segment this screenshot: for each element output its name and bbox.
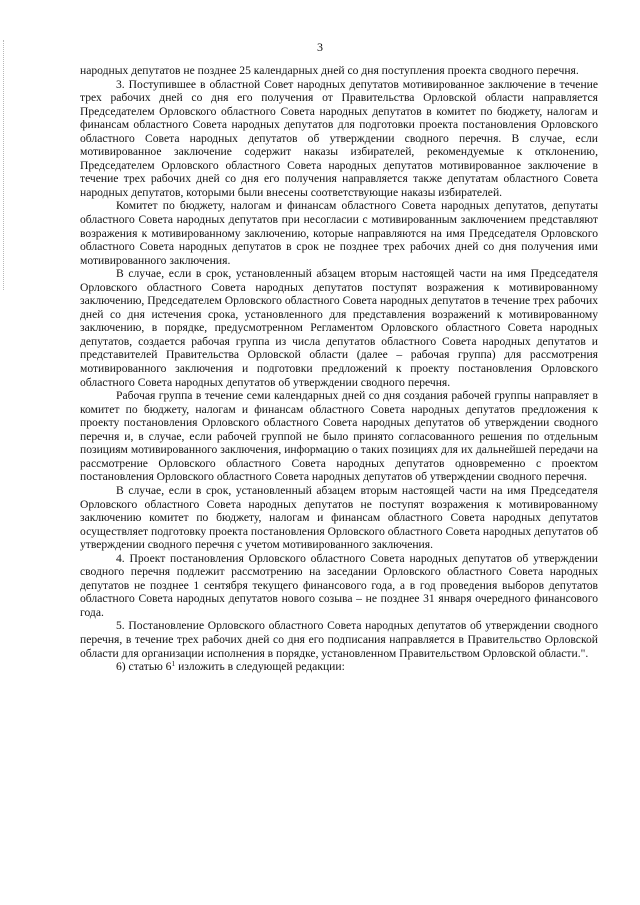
paragraph-item-4: 4. Проект постановления Орловского областного Совета народных депутатов об утверждении сводного перечня подлежит рассмотрению на заседании Орловского областного Совета народных депутатов не позднее 1 сентября текущего финансового года, а в год проведения выборов депутатов областного Совета народных депутатов нового созыва – не позднее 31 января очередного финансового года. (80, 551, 598, 619)
paragraph-committee-objections: Комитет по бюджету, налогам и финансам областного Совета народных депутатов, депутаты областного Совета народных депутатов при несогласии с мотивированным заключением представляют возражения к мотивированному заключению, которые направляются на имя Председателя Орловского областного Совета народных депутатов в срок не позднее трех рабочих дней со дня получения ими мотивированного заключения. (80, 199, 598, 267)
document-body (80, 64, 598, 674)
article-superscript: 1 (171, 659, 176, 669)
paragraph-item-3: 3. Поступившее в областной Совет народных депутатов мотивированное заключение в течение трех рабочих дней со дня его получения от Правительства Орловской области направляется Председателем Орловского областного Совета народных депутатов в комитет по бюджету, налогам и финансам областного Совета народных депутатов для подготовки проекта постановления Орловского областного Совета народных депутатов об утверждении сводного перечня. В случае, если мотивированное заключение содержит наказы избирателей, рекомендуемые к отклонению, Председателем Орловского областного Совета народных депутатов мотивированное заключение в течение трех рабочих дней со дня его получения направляется также депутатам областного Совета народных депутатов, которыми были внесены соответствующие наказы избирателей. (80, 77, 598, 199)
scan-edge-artifact (3, 40, 5, 290)
page-number: 3 (317, 40, 323, 54)
paragraph-no-objections: В случае, если в срок, установленный абзацем вторым настоящей части на имя Председателя Орловского областного Совета народных депутатов не поступят возражения к мотивированному заключению комитет по бюджету, налогам и финансам областного Совета народных депутатов осуществляет подготовку проекта постановления Орловского областного Совета народных депутатов об утверждении сводного перечня с учетом мотивированного заключения. (80, 483, 598, 552)
paragraph-item-5: 5. Постановление Орловского областного Совета народных депутатов об утверждении сводного перечня, в течение трех рабочих дней со дня его подписания направляется в Правительство Орловской области для организации исполнения в порядке, установленном Правительством Орловской области.". (80, 619, 598, 660)
paragraph-item-6 (80, 660, 598, 674)
paragraph-working-group-creation: В случае, если в срок, установленный абзацем вторым настоящей части на имя Председателя Орловского областного Совета народных депутатов поступят возражения к мотивированному заключению, Председателем Орловского областного Совета народных депутатов в течение трех рабочих дней со дня истечения срока, установленного для представления возражений к мотивированному заключению, в порядке, предусмотренном Регламентом Орловского областного Совета народных депутатов, создается рабочая группа из числа депутатов областного Совета народных депутатов и представителей Правительства Орловской области (далее – рабочая группа) для рассмотрения мотивированного заключения и подготовки предложений к проекту постановления Орловского областного Совета народных депутатов об утверждении сводного перечня. (80, 267, 598, 389)
article-instruction: изложить в следующей редакции: (175, 660, 345, 674)
paragraph-continuation: народных депутатов не позднее 25 календарных дней со дня поступления проекта сводного перечня. (80, 64, 579, 77)
article-reference: 6) статью 6 (116, 660, 172, 674)
paragraph-working-group-proposals: Рабочая группа в течение семи календарных дней со дня создания рабочей группы направляет в комитет по бюджету, налогам и финансам областного Совета народных депутатов предложения к проекту постановления Орловского областного Совета народных депутатов об утверждении сводного перечня и, в случае, если рабочей группой не было принято согласованного решения по отдельным позициям мотивированного заключения, информацию о таких позициях для их дальнейшей передачи на рассмотрение Орловского областного Совета народных депутатов одновременно с проектом постановления Орловского областного Совета народных депутатов об утверждении сводного перечня. (80, 389, 598, 484)
